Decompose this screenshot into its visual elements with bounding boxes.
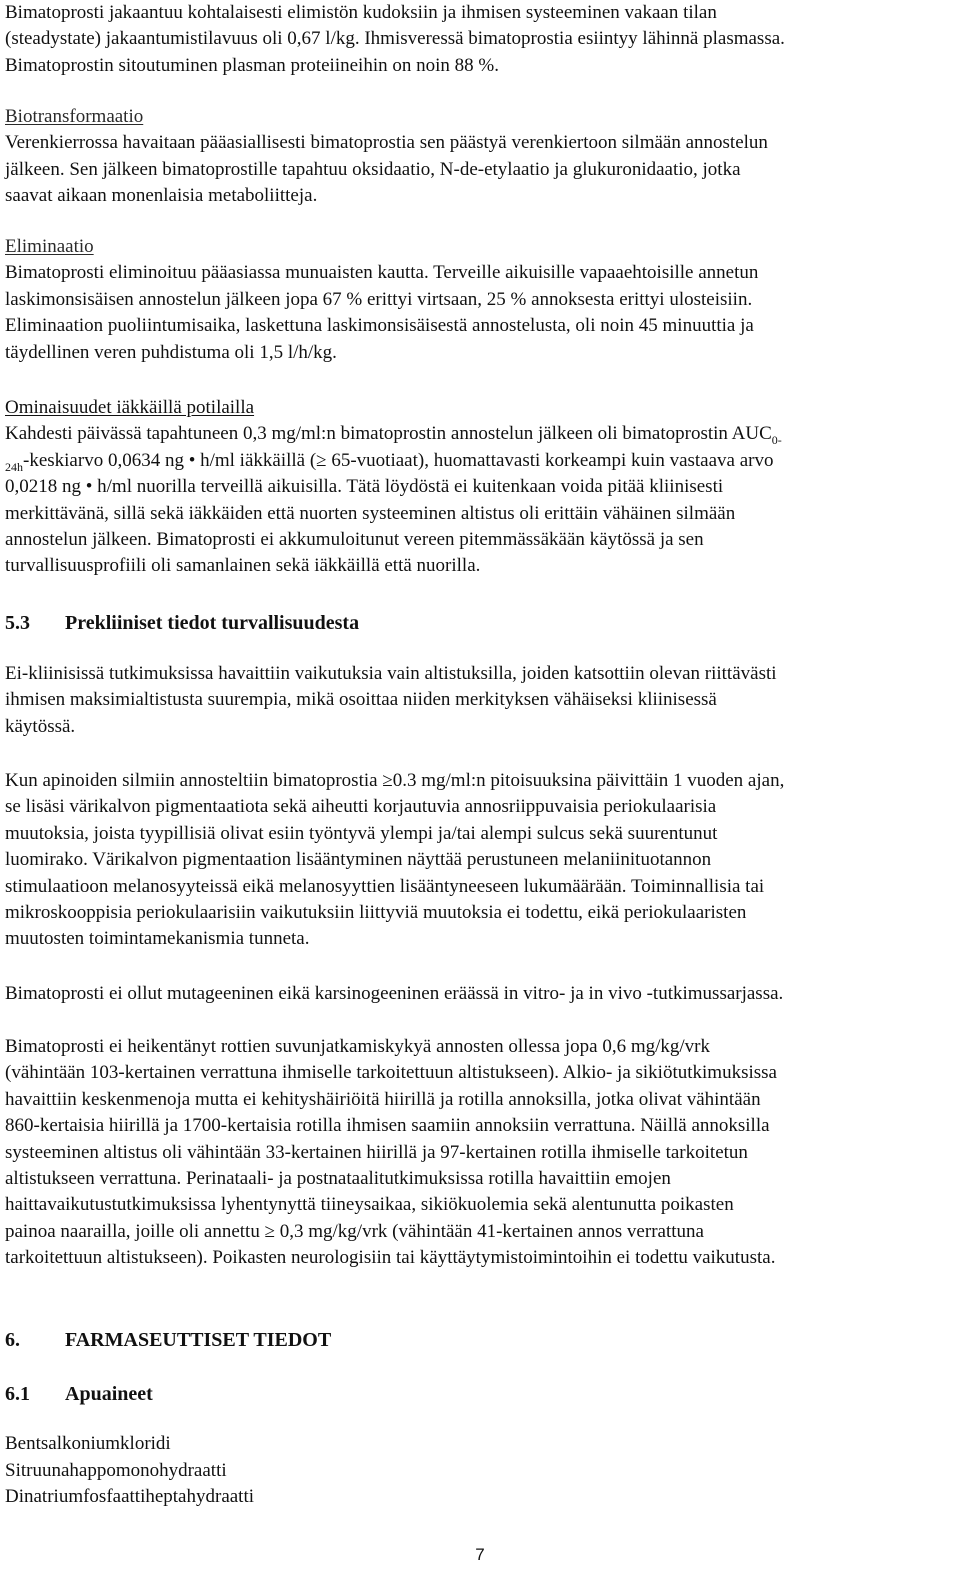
text-line: tarkoitettuun altistukseen). Poikasten neurologisiin tai käyttäytymistoimintoihin ei todettu vaikutusta. bbox=[5, 1247, 776, 1269]
text-line: mikroskooppisia periokulaarisiin vaikutuksiin liittyviä muutoksia ei todettu, eikä periokulaaristen bbox=[5, 902, 747, 924]
preclinical-paragraph-4 bbox=[5, 1034, 777, 1272]
preclinical-paragraph-1 bbox=[5, 661, 777, 740]
text-line: Bimatoprosti ei ollut mutageeninen eikä karsinogeeninen eräässä in vitro- ja in vivo -tutkimussarjassa. bbox=[5, 983, 784, 1004]
text-line: 0,0218 ng • h/ml nuorilla terveillä aikuisilla. Tätä löydöstä ei kuitenkaan voida pitää kliinisesti bbox=[5, 476, 724, 498]
section-title: Apuaineet bbox=[65, 1383, 153, 1405]
list-item: Sitruunahappomonohydraatti bbox=[5, 1459, 227, 1481]
text-line: laskimonsisäisen annostelun jälkeen jopa 67 % erittyi virtsaan, 25 % annoksesta erittyi ulosteisiin. bbox=[5, 288, 753, 310]
text-line: luomirako. Värikalvon pigmentaation lisääntyminen näyttää perustuneen melaniinituotannon bbox=[5, 849, 712, 871]
text-line: Bimatoprosti jakaantuu kohtalaisesti elimistön kudoksiin ja ihmisen systeeminen vakaan tilan bbox=[5, 2, 717, 23]
text-line bbox=[5, 448, 782, 474]
text-line: Kun apinoiden silmiin annosteltiin bimatoprostia ≥0.3 mg/ml:n pitoisuuksina päivittäin 1 vuoden ajan, bbox=[5, 770, 785, 791]
text-line: stimulaatioon melanosyyteissä eikä melanosyyttien lisääntyneeseen lukumäärään. Toiminnallisia tai bbox=[5, 875, 765, 897]
text-line: Verenkierrossa havaitaan pääasiallisesti bimatoprostia sen päästyä verenkiertoon silmään annostelun bbox=[5, 132, 768, 154]
distribution-paragraph bbox=[5, 0, 785, 79]
text-line: täydellinen veren puhdistuma oli 1,5 l/h/kg. bbox=[5, 341, 337, 363]
text-line: altistukseen verrattuna. Perinataali- ja postnataalitutkimuksissa rotilla havaittiin emojen bbox=[5, 1168, 671, 1190]
text-line: käytössä. bbox=[5, 715, 76, 737]
text-line: Bimatoprosti ei heikentänyt rottien suvunjatkamiskykyä annosten ollessa jopa 0,6 mg/kg/vrk bbox=[5, 1036, 710, 1057]
text-line: muutosten toimintamekanismia tunneta. bbox=[5, 928, 310, 950]
section-number: 5.3 bbox=[5, 612, 30, 634]
elimination-section bbox=[5, 234, 758, 366]
text-line: se lisäsi värikalvon pigmentaatiota sekä aiheutti korjautuvia annosriippuvaisia periokulaarisia bbox=[5, 796, 717, 818]
section-heading-6-1 bbox=[5, 1381, 153, 1407]
excipients-list bbox=[5, 1431, 254, 1511]
text-line: (vähintään 103-kertainen verrattuna ihmiselle tarkoitettuun altistukseen). Alkio- ja sikiötutkimuksissa bbox=[5, 1062, 777, 1084]
biotransformation-section bbox=[5, 104, 768, 210]
text-line: annostelun jälkeen. Bimatoprosti ei akkumuloitunut vereen pitemmässäkään käytössä ja sen bbox=[5, 529, 704, 551]
text-line: painoa naarailla, joille oli annettu ≥ 0,3 mg/kg/vrk (vähintään 41-kertainen annos verrattuna bbox=[5, 1220, 704, 1242]
text-line: merkittävänä, sillä sekä iäkkäiden että nuorten systeeminen altistus oli erittäin vähäinen silmään bbox=[5, 502, 736, 524]
text-line: Bimatoprosti eliminoituu pääasiassa munuaisten kautta. Terveille aikuisille vapaaehtoisille annetun bbox=[5, 262, 759, 284]
subheading-elderly: Ominaisuudet iäkkäillä potilailla bbox=[5, 397, 255, 418]
text-line: Eliminaation puoliintumisaika, laskettuna laskimonsisäisestä annostelusta, oli noin 45 minuuttia ja bbox=[5, 315, 754, 337]
text-line: systeeminen altistus oli vähintään 33-kertainen hiirillä ja 97-kertainen rotilla ihmiselle tarkoitetun bbox=[5, 1141, 748, 1163]
text-line: ihmisen maksimialtistusta suurempia, mikä osoittaa niiden merkityksen vähäiseksi kliinisessä bbox=[5, 689, 717, 711]
subscript: 24h bbox=[5, 459, 23, 474]
list-item: Bentsalkoniumkloridi bbox=[5, 1433, 171, 1454]
page-number: 7 bbox=[475, 1545, 485, 1564]
text-line: turvallisuusprofiili oli samanlainen sekä iäkkäillä että nuorilla. bbox=[5, 555, 481, 577]
text-line bbox=[5, 421, 782, 447]
text-line: haittavaikutustutkimuksissa lyhentynyttä tiineysaikaa, sikiökuolemia sekä alentunutta poikasten bbox=[5, 1194, 734, 1216]
subheading-biotransformation: Biotransformaatio bbox=[5, 106, 144, 127]
text-fragment: -keskiarvo 0,0634 ng • h/ml iäkkäillä (≥ 65-vuotiaat), huomattavasti korkeampi kuin vastaava arvo bbox=[23, 449, 774, 471]
text-line: Ei-kliinisissä tutkimuksissa havaittiin vaikutuksia vain altistuksilla, joiden katsottiin olevan riittävästi bbox=[5, 663, 777, 684]
section-number: 6.1 bbox=[5, 1383, 30, 1405]
section-heading-5-3 bbox=[5, 610, 359, 636]
subscript: 0- bbox=[771, 433, 782, 448]
text-line: (steadystate) jakaantumistilavuus oli 0,67 l/kg. Ihmisveressä bimatoprostia esiintyy lähinnä plasmassa. bbox=[5, 28, 785, 50]
subheading-elimination: Eliminaatio bbox=[5, 236, 94, 257]
text-line: jälkeen. Sen jälkeen bimatoprostille tapahtuu oksidaatio, N-de-etylaatio ja glukuronidaatio, jotka bbox=[5, 158, 741, 180]
section-heading-6 bbox=[5, 1327, 331, 1353]
section-title: FARMASEUTTISET TIEDOT bbox=[65, 1329, 332, 1351]
section-title: Prekliiniset tiedot turvallisuudesta bbox=[65, 612, 360, 634]
preclinical-paragraph-2 bbox=[5, 768, 784, 953]
section-number: 6. bbox=[5, 1329, 20, 1351]
text-line: muutoksia, joista tyypillisiä olivat esiin työntyvä ylempi ja/tai alempi sulcus sekä suurentunut bbox=[5, 822, 718, 844]
list-item: Dinatriumfosfaattiheptahydraatti bbox=[5, 1486, 255, 1508]
text-line: 860-kertaisia hiirillä ja 1700-kertaisia rotilla ihmisen saamiin annoksiin verrattuna. Näillä annoksilla bbox=[5, 1115, 770, 1137]
text-fragment: Kahdesti päivässä tapahtuneen 0,3 mg/ml:n bimatoprostin annostelun jälkeen oli bimatoprostin AUC bbox=[5, 423, 772, 445]
text-line: havaittiin keskenmenoja mutta ei kehityshäiriöitä hiirillä ja rotilla annoksilla, jotka olivat vähintään bbox=[5, 1088, 761, 1110]
preclinical-paragraph-3 bbox=[5, 981, 783, 1007]
text-line: Bimatoprostin sitoutuminen plasman proteiineihin on noin 88 %. bbox=[5, 54, 499, 76]
text-line: saavat aikaan monenlaisia metaboliitteja. bbox=[5, 185, 318, 207]
elderly-section bbox=[5, 395, 782, 580]
